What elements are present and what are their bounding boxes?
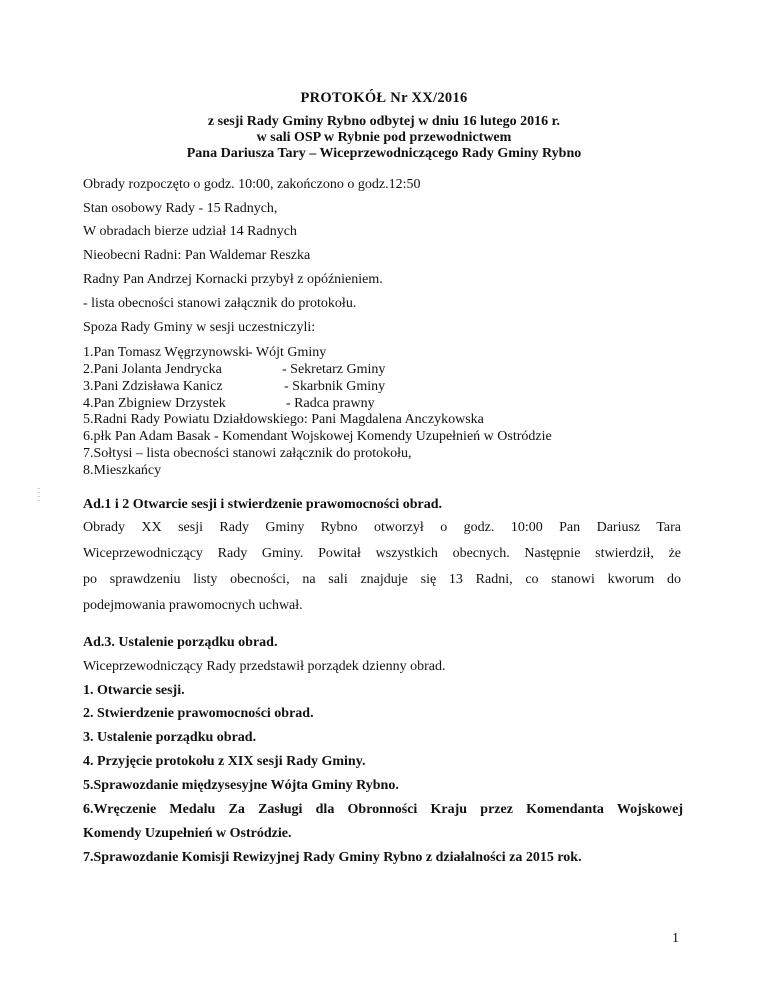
agenda-intro: Wiceprzewodniczący Rady przedstawił porządek dzienny obrad. <box>83 659 446 674</box>
guest-role: - Wójt Gminy <box>248 345 327 360</box>
guests-intro: Spoza Rady Gminy w sesji uczestniczyli: <box>83 320 316 335</box>
session-time: Obrady rozpoczęto o godz. 10:00, zakończono o godz.12:50 <box>83 177 421 192</box>
agenda-item: 6.Wręczenie Medalu Za Zasługi dla Obronności Kraju przez Komendanta Wojskowej <box>83 802 683 817</box>
paragraph-line: Wiceprzewodniczący Rady Gminy. Powitał wszystkich obecnych. Następnie stwierdził, że <box>83 546 681 561</box>
council-size: Stan osobowy Rady - 15 Radnych, <box>83 201 278 216</box>
guest-entry: 5.Radni Rady Powiatu Działdowskiego: Pani Magdalena Anczykowska <box>83 412 484 427</box>
agenda-item-continuation: Komendy Uzupełnień w Ostródzie. <box>83 826 292 841</box>
guest-role: - Sekretarz Gminy <box>282 362 386 377</box>
guest-role: - Radca prawny <box>286 396 375 411</box>
paragraph-line: Obrady XX sesji Rady Gminy Rybno otworzył o godz. 10:00 Pan Dariusz Tara <box>83 520 681 535</box>
guest-name: 2.Pani Jolanta Jendrycka <box>83 362 222 377</box>
guest-entry: 8.Mieszkańcy <box>83 463 162 478</box>
section-heading-ad3: Ad.3. Ustalenie porządku obrad. <box>83 635 278 650</box>
scan-artifact <box>38 488 40 502</box>
guest-name: 1.Pan Tomasz Węgrzynowski <box>83 345 250 360</box>
guest-entry: 7.Sołtysi – lista obecności stanowi załącznik do protokołu, <box>83 446 412 461</box>
agenda-item: 2. Stwierdzenie prawomocności obrad. <box>83 706 314 721</box>
paragraph-line: po sprawdzeniu listy obecności, na sali znajduje się 13 Radni, co stanowi kworum do <box>83 572 681 587</box>
paragraph-line: podejmowania prawomocnych uchwał. <box>83 598 303 613</box>
present-count: W obradach bierze udział 14 Radnych <box>83 224 297 239</box>
guest-role: - Skarbnik Gminy <box>284 379 386 394</box>
section-heading-ad12: Ad.1 i 2 Otwarcie sesji i stwierdzenie prawomocności obrad. <box>83 497 443 512</box>
absent-councillors: Nieobecni Radni: Pan Waldemar Reszka <box>83 248 311 263</box>
agenda-item: 1. Otwarcie sesji. <box>83 683 185 698</box>
guest-name: 4.Pan Zbigniew Drzystek <box>83 396 226 411</box>
agenda-item: 7.Sprawozdanie Komisji Rewizyjnej Rady Gminy Rybno z działalności za 2015 rok. <box>83 850 582 865</box>
guest-name: 3.Pani Zdzisława Kanicz <box>83 379 223 394</box>
late-councillor: Radny Pan Andrzej Kornacki przybył z opóźnieniem. <box>83 272 383 287</box>
header-line-2: w sali OSP w Rybnie pod przewodnictwem <box>256 130 512 145</box>
agenda-item: 3. Ustalenie porządku obrad. <box>83 730 257 745</box>
header-line-1: z sesji Rady Gminy Rybno odbytej w dniu 16 lutego 2016 r. <box>207 114 561 129</box>
header-line-3: Pana Dariusza Tary – Wiceprzewodniczącego Rady Gminy Rybno <box>186 146 582 161</box>
agenda-item: 5.Sprawozdanie międzysesyjne Wójta Gminy Rybno. <box>83 778 399 793</box>
protocol-title: PROTOKÓŁ Nr XX/2016 <box>300 90 468 106</box>
guest-entry: 6.płk Pan Adam Basak - Komendant Wojskowej Komendy Uzupełnień w Ostródzie <box>83 429 552 444</box>
agenda-item: 4. Przyjęcie protokołu z XIX sesji Rady Gminy. <box>83 754 366 769</box>
attendance-note: - lista obecności stanowi załącznik do protokołu. <box>83 296 357 311</box>
page-number: 1 <box>672 931 679 946</box>
